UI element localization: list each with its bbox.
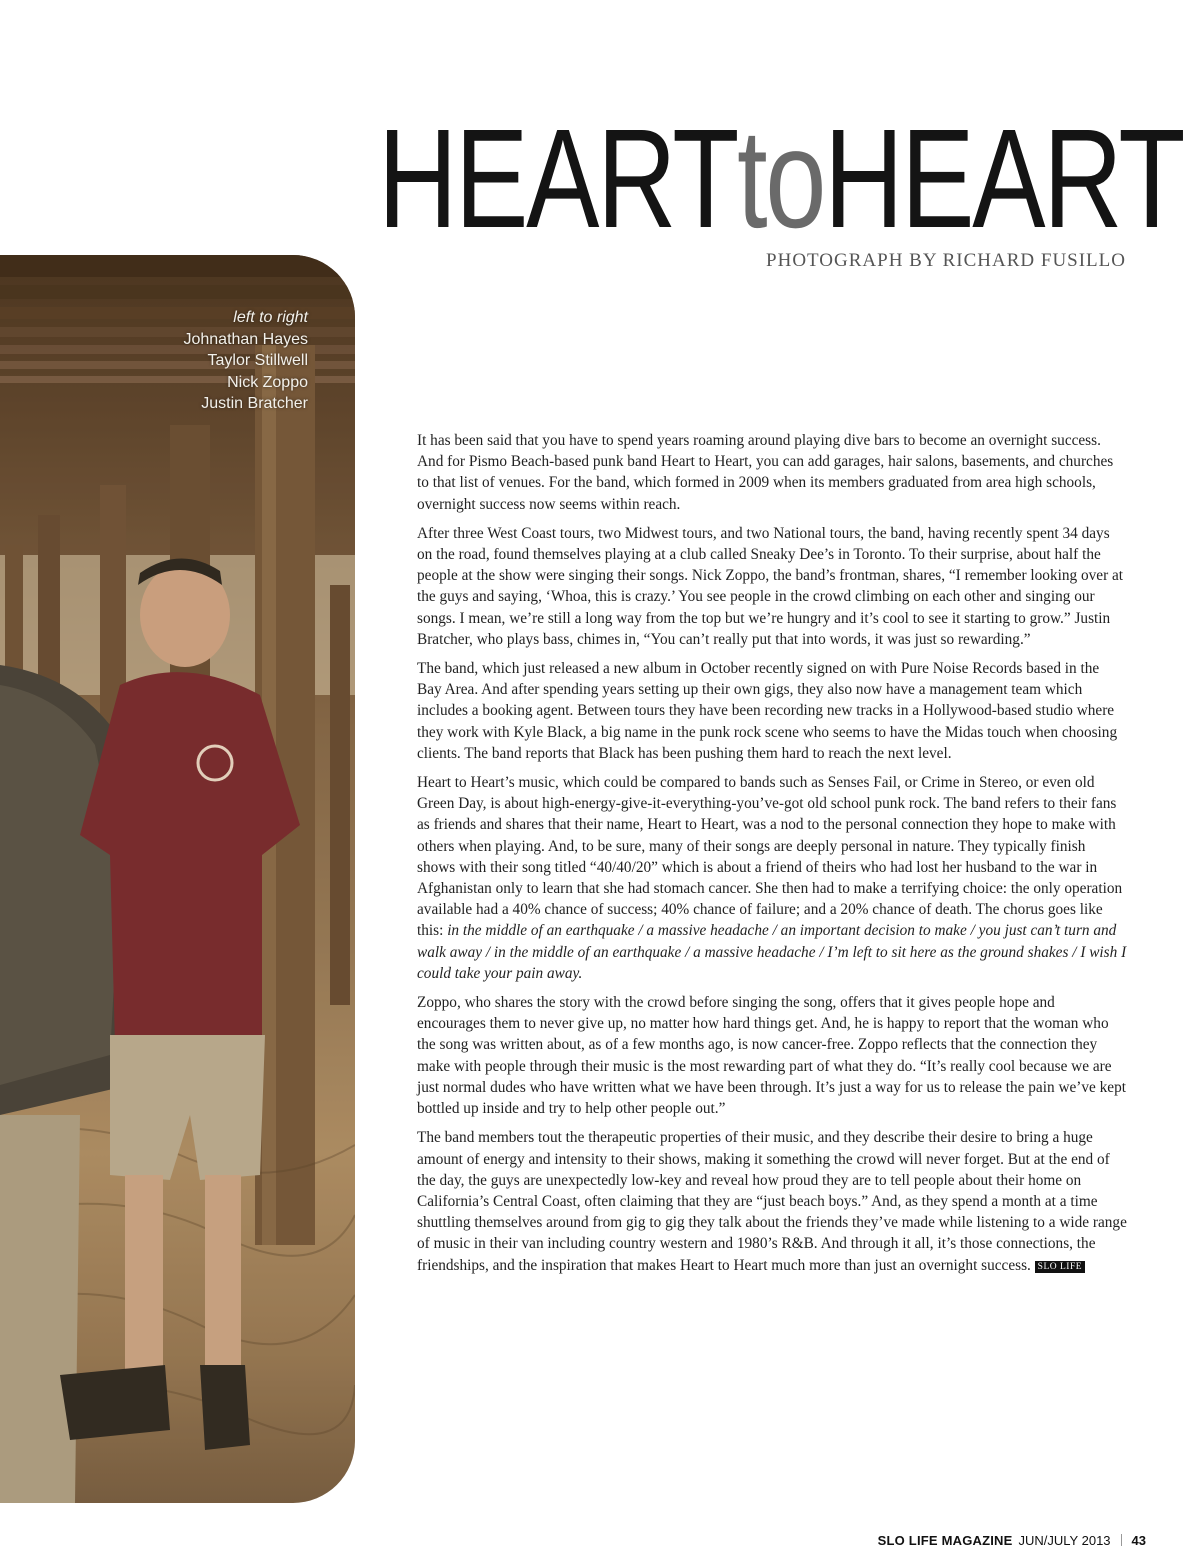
article-body	[417, 430, 1127, 1284]
photo-caption	[183, 307, 308, 415]
caption-name: Taylor Stillwell	[207, 352, 308, 369]
caption-name: Justin Bratcher	[201, 395, 308, 412]
footer-divider	[1121, 1534, 1122, 1546]
article-title	[378, 99, 1184, 257]
photo-illustration	[0, 255, 355, 1503]
song-lyrics: in the middle of an earthquake / a massive headache / an important decision to make / you just can’t turn and walk away / in the middle of an earthquake / a massive headache / I’m left to sit here as the ground shakes / I wish I could take your pain away.	[417, 922, 1127, 982]
title-to: to	[737, 99, 825, 257]
paragraph: The band, which just released a new album in October recently signed on with Pure Noise Records based in the Bay Area. And after spending years setting up their own gigs, they also now have a management team which includes a booking agent. Between tours they have been recording new tracks in a Hollywood-based studio where they work with Kyle Black, a big name in the punk rock scene who seems to have the Midas touch when choosing clients. The band reports that Black has been pushing them hard to reach the next level.	[417, 660, 1118, 762]
paragraph: Zoppo, who shares the story with the crowd before singing the song, offers that it gives people hope and encourages them to never give up, no matter how hard things get. And, he is happy to report that the woman who the song was written about, as of a few months ago, is now cancer-free. Zoppo reflects that the connection they make with people through their music is the most rewarding part of what they do. “It’s really cool because we are just normal dudes who have written what we have been through. It’s just a way for us to release the pain we’ve kept bottled up inside and try to help other people out.”	[417, 994, 1126, 1118]
paragraph-with-lyrics	[417, 772, 1127, 984]
end-mark: SLO LIFE	[1035, 1261, 1085, 1273]
title-heart-2: HEART	[824, 99, 1184, 257]
page-footer	[878, 1534, 1146, 1550]
photo-credit: PHOTOGRAPH BY RICHARD FUSILLO	[766, 250, 1126, 271]
caption-name: Johnathan Hayes	[183, 330, 308, 348]
paragraph-final	[417, 1127, 1127, 1275]
caption-name: Nick Zoppo	[227, 373, 308, 391]
paragraph: It has been said that you have to spend years roaming around playing dive bars to become an overnight success. And for Pismo Beach-based punk band Heart to Heart, you can add garages, hair salons, basements, and churches to that list of venues. For the band, which formed in 2009 when its members graduated from area high schools, overnight success now seems within reach.	[417, 432, 1114, 513]
caption-lead: left to right	[233, 309, 308, 326]
paragraph-text: The band members tout the therapeutic properties of their music, and they describe their desire to bring a huge amount of energy and intensity to their shows, making it something the crowd will never forget. But at the end of the day, the guys are unexpectedly low-key and reveal how proud they are to tell people about their home on California’s Central Coast, often claiming that they are “just beach boys.” And, as they spend a month at a time shuttling themselves around from gig to gig they talk about the friends they’ve made while listening to a wide range of music in their van including country western and 1980’s R&B. And through it all, it’s those connections, the friendships, and the inspiration that makes Heart to Heart much more than just an overnight success.	[417, 1129, 1127, 1274]
title-heart-1: HEART	[378, 99, 738, 257]
page-number: 43	[1131, 1533, 1146, 1548]
band-photo	[0, 255, 355, 1503]
issue-date: JUN/JULY 2013	[1018, 1533, 1111, 1548]
paragraph: After three West Coast tours, two Midwest tours, and two National tours, the band, having recently spent 34 days on the road, found themselves playing at a club called Sneaky Dee’s in Toronto. To their surprise, about half the people at the show were singing their songs. Nick Zoppo, the band’s frontman, shares, “I remember looking over at the guys and saying, ‘Whoa, this is crazy.’ You see people in the crowd climbing on each other and singing our songs. I mean, we’re still a long way from the top but we’re hungry and it’s cool to see it starting to grow.” Justin Bratcher, who plays bass, chimes in, “You can’t really put that into words, it was just so rewarding.”	[417, 524, 1124, 648]
magazine-name: SLO LIFE MAGAZINE	[877, 1533, 1013, 1548]
paragraph-text: Heart to Heart’s music, which could be compared to bands such as Senses Fail, or Crime in Stereo, or even old Green Day, is about high-energy-give-it-everything-you’ve-got old school punk rock. The band refers to their fans as friends and shares that their name, Heart to Heart, was a nod to the personal connection they hope to make with others when playing. And, to be sure, many of their songs are deeply personal in nature. They typically finish shows with their song titled “40/40/20” which is about a friend of theirs who had lost her husband to the war in Afghanistan only to learn that she had stomach cancer. She then had to make a terrifying choice: the only operation available had a 40% chance of success; 40% chance of failure; and a 20% chance of death. The chorus goes like this:	[417, 774, 1123, 940]
